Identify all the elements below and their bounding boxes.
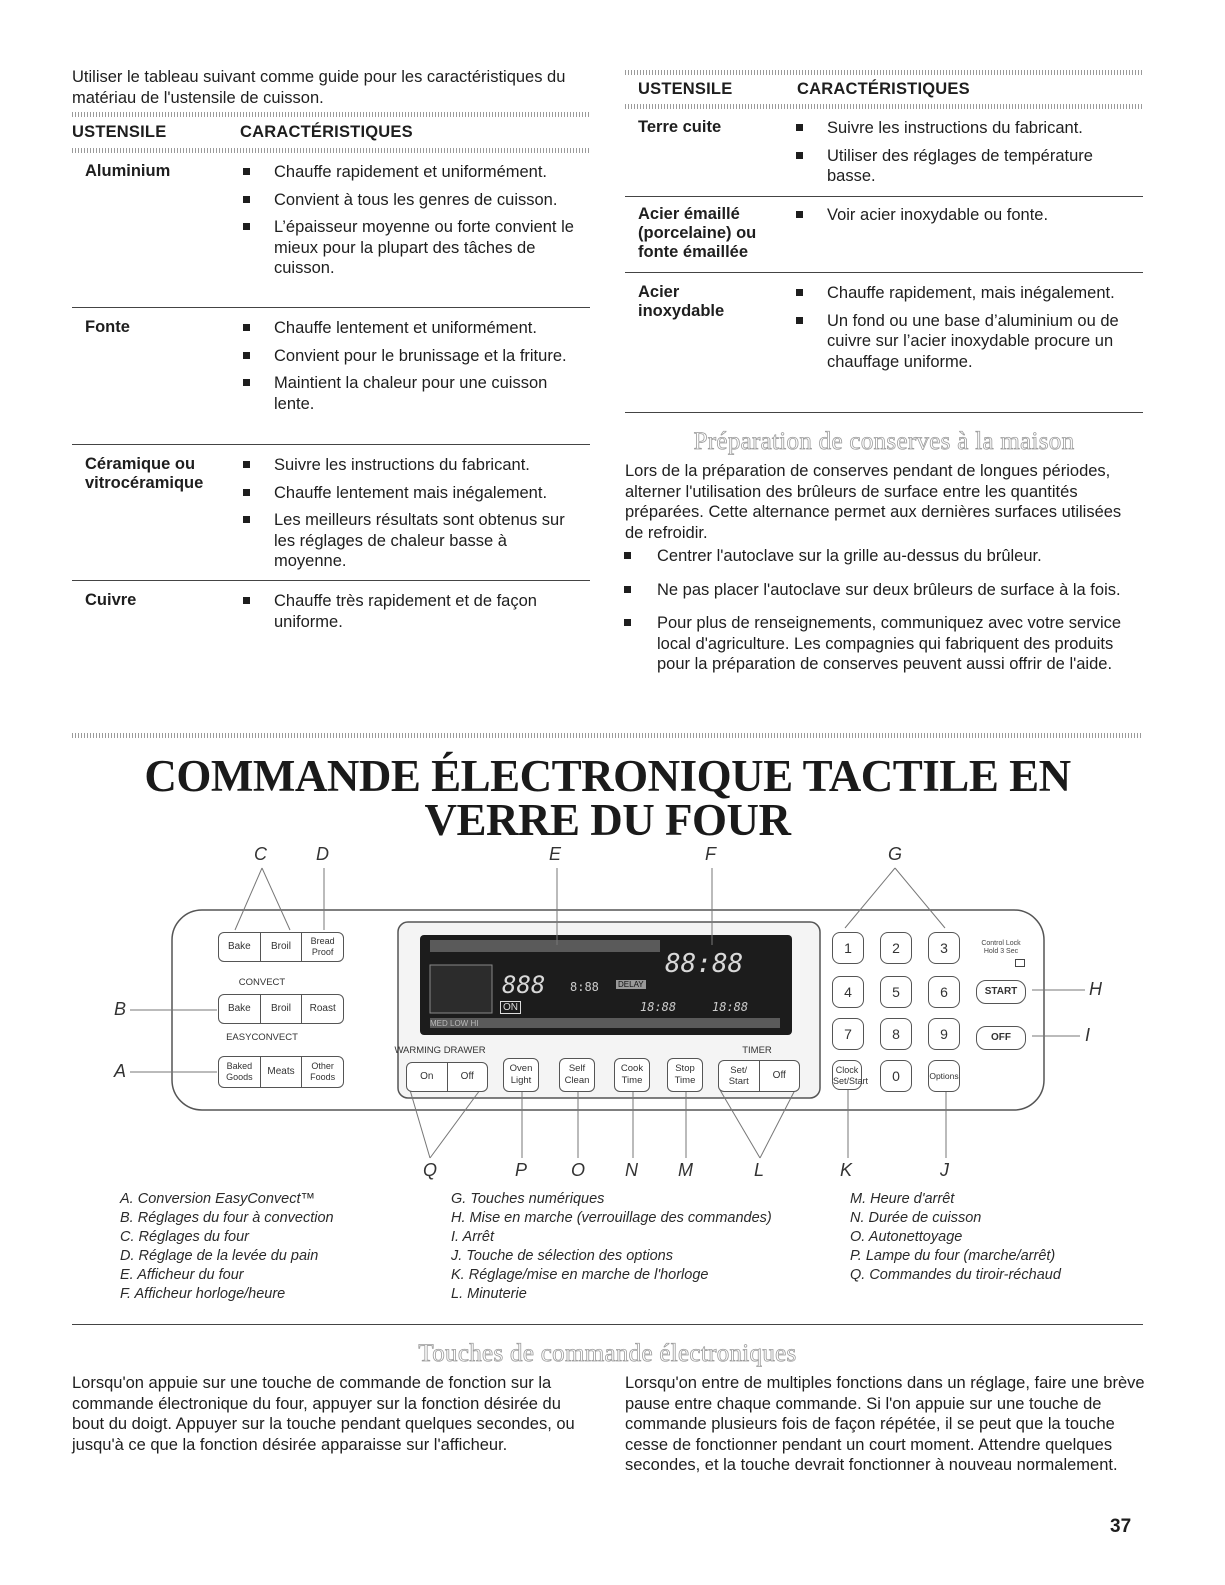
table-top-hatch (72, 112, 590, 117)
stop-time-button[interactable]: Stop Time (667, 1058, 703, 1092)
list-item: Suivre les instructions du fabricant. (793, 118, 1133, 139)
touches-left-text: Lorsqu'on appuie sur une touche de commande de fonction sur la commande électronique du four, appuyer sur la fonction désirée du bout du doigt. Appuyer sur la touche pendant quelques secondes, ou jusqu'à ce que la fonction désirée apparaisse sur l'afficheur. (72, 1374, 575, 1454)
list-item: L’épaisseur moyenne ou forte convient le mieux pour la plupart des tâches de cuisson. (240, 217, 580, 279)
number-key-9[interactable]: 9 (928, 1018, 960, 1050)
display-small-2: 18:88 (640, 1000, 677, 1014)
control-panel-diagram (0, 840, 1225, 1190)
caption-item: Q. Commandes du tiroir-réchaud (850, 1267, 1061, 1283)
caption-item: H. Mise en marche (verrouillage des commandes) (451, 1210, 772, 1226)
broil-button[interactable]: Broil (261, 933, 303, 961)
callout-c: C (254, 844, 267, 864)
row-divider (72, 444, 590, 445)
number-key-0[interactable]: 0 (880, 1060, 912, 1092)
bread-proof-button[interactable]: Bread Proof (310, 936, 335, 957)
material-name: Cuivre (85, 591, 137, 609)
caption-item: J. Touche de sélection des options (451, 1248, 673, 1264)
row-divider (72, 580, 590, 581)
warming-on-button[interactable]: On (407, 1063, 448, 1091)
caption-item: N. Durée de cuisson (850, 1210, 982, 1226)
callout-k: K (840, 1160, 853, 1180)
list-item: Convient à tous les genres de cuisson. (240, 190, 580, 211)
callout-f: F (705, 844, 716, 864)
touches-heading: Touches de commande électroniques (418, 1340, 797, 1367)
captions-col3 (850, 1190, 1150, 1285)
clock-button[interactable]: Clock Set/Start (832, 1060, 862, 1090)
list-item: Chauffe très rapidement et de façon uniforme. (240, 591, 560, 632)
callout-h: H (1089, 979, 1102, 999)
list-item: Centrer l'autoclave sur la grille au-dessus du brûleur. (621, 546, 1141, 567)
list-item: Convient pour le brunissage et la friture. (240, 346, 580, 367)
baked-goods-button[interactable]: Baked Goods (219, 1057, 261, 1087)
material-name: Acier inoxydable (638, 283, 725, 320)
touches-right-text: Lorsqu'on entre de multiples fonctions dans un réglage, faire une brève pause entre chaque commande. Si l'on appuie sur une touche de commande plusieurs fois de façon répétée, il se peut que la touche cesse de fonctionner pendant un court moment. Attendre quelques secondes, et la touche devrait fonctionner à nouveau normalement. (625, 1374, 1145, 1474)
caption-item: O. Autonettoyage (850, 1229, 963, 1245)
main-title-line1: COMMANDE ÉLECTRONIQUE TACTILE EN (144, 751, 1071, 801)
caption-item: M. Heure d'arrêt (850, 1191, 955, 1207)
list-item: Chauffe lentement et uniformément. (240, 318, 580, 339)
list-item: Un fond ou une base d’aluminium ou de cuivre sur l’acier inoxydable procure un chauffage uniforme. (793, 311, 1133, 373)
start-button[interactable]: START (976, 980, 1026, 1004)
list-item: Pour plus de renseignements, communiquez avec votre service local d'agriculture. Les compagnies qui fabriquent des produits pour la préparation de conserves peuvent aussi offrir de l'aide. (621, 613, 1141, 675)
canning-paragraph: Lors de la préparation de conserves pendant de longues périodes, alterner l'utilisation des brûleurs de surface entre les quantités préparées. Cette alternance permet aux dernières surfaces utilisées de refroidir. (625, 462, 1122, 542)
oven-light-button[interactable]: Oven Light (503, 1058, 539, 1092)
table-header-ustensile: USTENSILE (72, 123, 167, 141)
table-header-caracteristiques: CARACTÉRISTIQUES (240, 123, 413, 141)
self-clean-button[interactable]: Self Clean (559, 1058, 595, 1092)
caption-item: E. Afficheur du four (120, 1267, 244, 1283)
number-key-5[interactable]: 5 (880, 976, 912, 1008)
callout-b: B (114, 999, 127, 1019)
list-item: Utiliser des réglages de température basse. (793, 146, 1133, 187)
material-name: Acier émaillé (porcelaine) ou fonte émaillée (638, 205, 757, 261)
table-header-hatch (625, 104, 1143, 109)
caption-item: I. Arrêt (451, 1229, 494, 1245)
timer-key-group (718, 1060, 800, 1092)
number-key-4[interactable]: 4 (832, 976, 864, 1008)
caption-item: F. Afficheur horloge/heure (120, 1286, 286, 1302)
callout-p: P (515, 1160, 528, 1180)
caption-item: B. Réglages du four à convection (120, 1210, 334, 1226)
row-divider (625, 272, 1143, 273)
meats-button[interactable]: Meats (261, 1057, 303, 1087)
material-name: Céramique ou vitrocéramique (85, 455, 204, 492)
warming-drawer-key-group (406, 1062, 488, 1092)
main-title-line2: VERRE DU FOUR (424, 795, 791, 845)
off-button[interactable]: OFF (976, 1026, 1026, 1050)
callout-i: I (1085, 1025, 1091, 1045)
row-divider (625, 196, 1143, 197)
intro-text: Utiliser le tableau suivant comme guide pour les caractéristiques du matériau de l'ustensile de cuisson. (72, 68, 566, 107)
timer-off-button[interactable]: Off (772, 1070, 786, 1081)
list-item: Ne pas placer l'autoclave sur deux brûleurs de surface à la fois. (621, 580, 1141, 601)
easyconvect-label: EASYCONVECT (226, 1032, 298, 1043)
table-header-hatch (72, 148, 590, 153)
display-time: 88:88 (665, 949, 744, 979)
list-item: Voir acier inoxydable ou fonte. (793, 205, 1133, 226)
convect-label: CONVECT (238, 977, 286, 988)
row-divider (625, 412, 1143, 413)
timer-set-start-button[interactable]: Set/ Start (719, 1061, 760, 1091)
captions-col1 (120, 1190, 440, 1304)
display-on: ON (500, 1001, 521, 1014)
list-item: Chauffe rapidement et uniformément. (240, 162, 580, 183)
table-header-caracteristiques: CARACTÉRISTIQUES (797, 80, 970, 98)
caption-item: P. Lampe du four (marche/arrêt) (850, 1248, 1056, 1264)
callout-d: D (316, 844, 329, 864)
callout-m: M (678, 1160, 693, 1180)
material-name: Aluminium (85, 162, 171, 180)
timer-label: TIMER (742, 1045, 772, 1056)
other-foods-button[interactable]: Other Foods (310, 1061, 336, 1082)
easyconvect-key-group (218, 1056, 344, 1088)
page-number: 37 (1110, 1516, 1132, 1537)
caption-item: D. Réglage de la levée du pain (120, 1248, 319, 1264)
list-item: Chauffe rapidement, mais inégalement. (793, 283, 1133, 304)
canning-heading: Préparation de conserves à la maison (693, 428, 1075, 455)
callout-n: N (625, 1160, 638, 1180)
bake-button[interactable]: Bake (219, 933, 261, 961)
caption-item: L. Minuterie (451, 1286, 527, 1302)
captions-col2 (451, 1190, 851, 1304)
number-key-3[interactable]: 3 (928, 932, 960, 964)
callout-o: O (571, 1160, 586, 1180)
caption-item: G. Touches numériques (451, 1191, 605, 1207)
caption-item: K. Réglage/mise en marche de l'horloge (451, 1267, 709, 1283)
display-small-1: 8:88 (570, 980, 599, 994)
callout-g: G (888, 844, 903, 864)
table-header-ustensile: USTENSILE (638, 80, 733, 98)
display-temp: 888 (502, 971, 546, 999)
number-key-8[interactable]: 8 (880, 1018, 912, 1050)
row-divider (72, 307, 590, 308)
display-small-3: 18:88 (712, 1000, 749, 1014)
options-button[interactable]: Options (928, 1060, 960, 1092)
number-key-2[interactable]: 2 (880, 932, 912, 964)
callout-q: Q (423, 1160, 438, 1180)
bake-key-group (218, 932, 344, 962)
caption-item: C. Réglages du four (120, 1229, 249, 1245)
convect-key-group (218, 994, 344, 1024)
callout-a: A (114, 1061, 127, 1081)
material-name: Fonte (85, 318, 130, 336)
section-divider (72, 1324, 1143, 1325)
list-item: Les meilleurs résultats sont obtenus sur les réglages de chaleur basse à moyenne. (240, 510, 580, 572)
list-item: Chauffe lentement mais inégalement. (240, 483, 580, 504)
number-key-6[interactable]: 6 (928, 976, 960, 1008)
display-delay: DELAY (618, 980, 644, 989)
callout-j: J (940, 1160, 949, 1180)
lock-icon (1015, 959, 1025, 967)
control-lock-label: Control Lock Hold 3 Sec (981, 940, 1021, 955)
number-key-7[interactable]: 7 (832, 1018, 864, 1050)
callout-l: L (754, 1160, 765, 1180)
warming-drawer-label: WARMING DRAWER (394, 1045, 486, 1056)
display-med-low: MED LOW HI (430, 1019, 479, 1028)
callout-e: E (549, 844, 562, 864)
material-name: Terre cuite (638, 118, 722, 136)
caption-item: A. Conversion EasyConvect™ (120, 1191, 316, 1207)
list-item: Maintient la chaleur pour une cuisson lente. (240, 373, 580, 414)
convect-roast-button[interactable]: Roast (309, 1003, 336, 1014)
list-item: Suivre les instructions du fabricant. (240, 455, 580, 476)
convect-broil-button[interactable]: Broil (261, 995, 303, 1023)
warming-off-button[interactable]: Off (460, 1071, 474, 1082)
section-hatch (72, 733, 1143, 738)
oven-display (420, 935, 792, 1035)
cook-time-button[interactable]: Cook Time (614, 1058, 650, 1092)
convect-bake-button[interactable]: Bake (219, 995, 261, 1023)
table-top-hatch (625, 70, 1143, 75)
number-key-1[interactable]: 1 (832, 932, 864, 964)
